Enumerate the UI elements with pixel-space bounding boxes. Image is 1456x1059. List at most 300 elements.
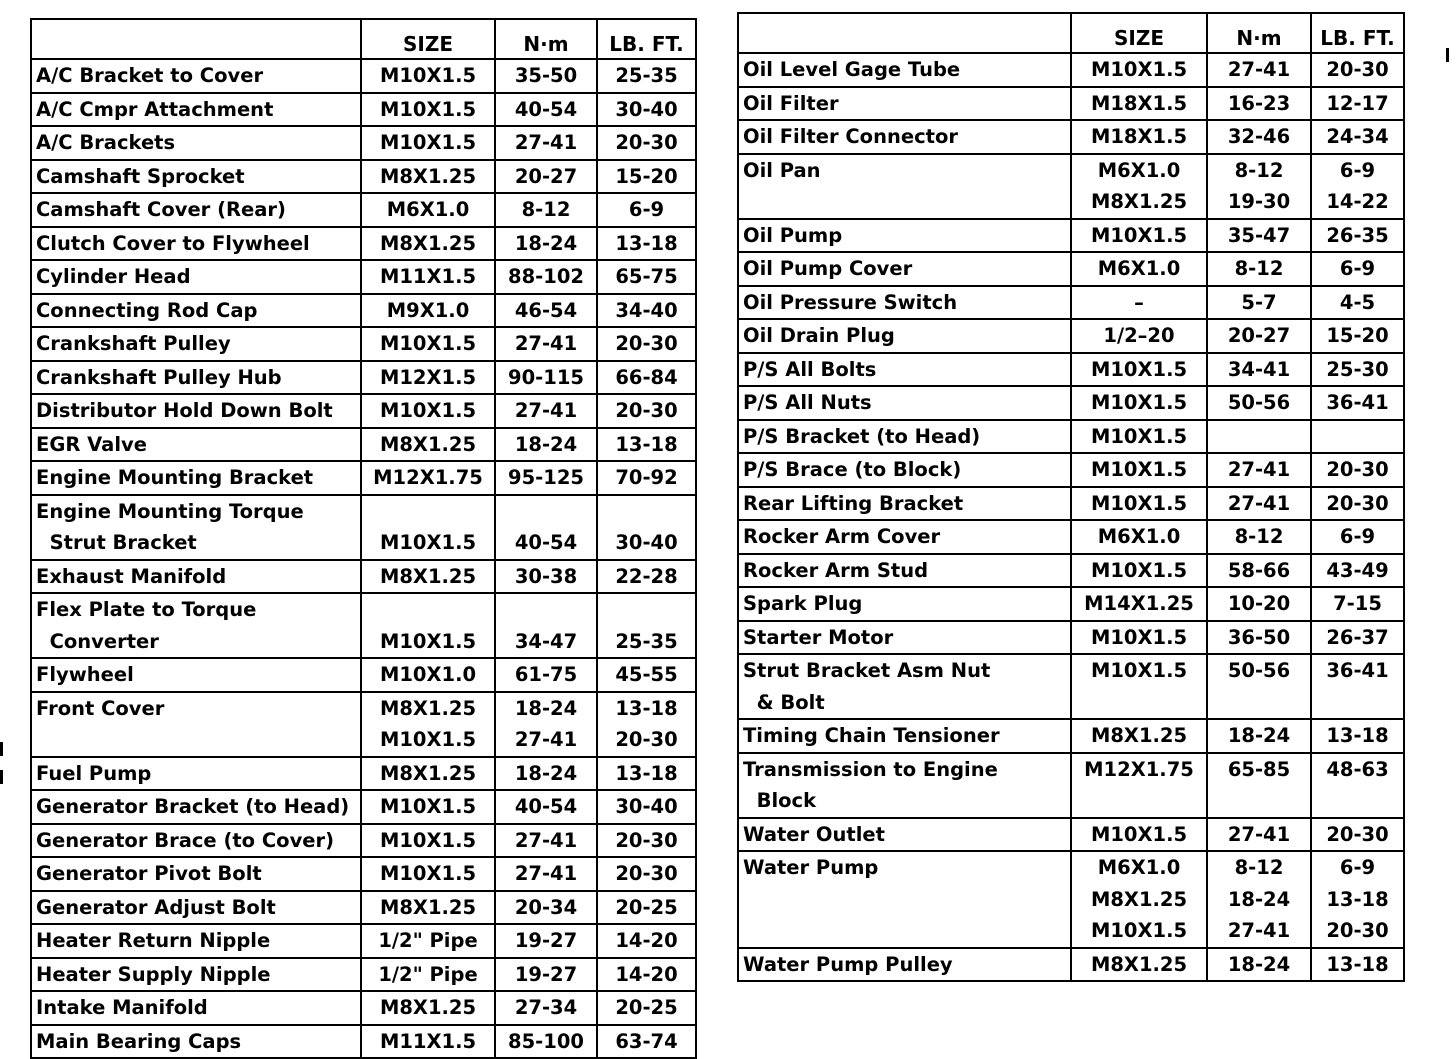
nm-cell <box>495 757 597 791</box>
cell-line: Oil Pump <box>743 223 843 247</box>
cell-line: 85-100 <box>508 1029 584 1053</box>
cell-line: M10X1.5 <box>1090 357 1188 381</box>
lbft-cell <box>1311 420 1404 454</box>
cell-line: 36-41 <box>1326 659 1389 682</box>
item-cell <box>31 361 361 395</box>
cell-line: 1/2" Pipe <box>378 962 478 986</box>
table-row <box>31 227 696 261</box>
item-cell <box>738 420 1071 454</box>
cell-line: P/S All Nuts <box>743 391 872 414</box>
size-cell <box>361 658 495 692</box>
lbft-cell <box>597 93 696 127</box>
size-cell <box>361 59 495 93</box>
nm-cell <box>495 59 597 93</box>
table-row <box>31 461 696 495</box>
cell-line: Camshaft Sprocket <box>36 164 245 188</box>
lbft-cell <box>597 757 696 791</box>
nm-cell <box>1207 487 1311 521</box>
size-cell <box>361 757 495 791</box>
cell-line: 1/2" Pipe <box>378 929 478 952</box>
cell-line: 6-9 <box>628 198 665 221</box>
item-cell <box>31 857 361 891</box>
cell-line: M8X1.25 <box>1090 887 1188 911</box>
header-nm: N·m <box>1207 13 1311 53</box>
cell-line: Generator Bracket (to Head) <box>36 795 350 818</box>
torque-spec-table-right <box>737 12 1405 982</box>
cell-line: 27-41 <box>1227 822 1291 846</box>
cell-line: 13-18 <box>615 696 678 720</box>
nm-cell <box>1207 554 1311 588</box>
cell-line: 32-46 <box>1227 125 1291 148</box>
table-row <box>31 757 696 791</box>
cell-line: M10X1.5 <box>1090 625 1188 649</box>
cell-line: Engine Mounting Torque <box>36 499 304 523</box>
cell-line: 40-54 <box>514 531 578 554</box>
cell-line: 6-9 <box>1339 856 1376 879</box>
cell-line: 20-30 <box>615 828 678 852</box>
cell-line: Flex Plate to Torque <box>36 598 257 621</box>
table-row <box>738 587 1404 621</box>
item-cell <box>738 353 1071 387</box>
cell-line: M10X1.5 <box>379 399 477 422</box>
cell-line: Cylinder Head <box>36 265 191 288</box>
lbft-cell <box>1311 753 1404 818</box>
cell-line: M10X1.5 <box>1090 558 1188 582</box>
header-item <box>738 13 1071 53</box>
cell-line: Timing Chain Tensioner <box>743 724 1000 747</box>
nm-cell <box>1207 353 1311 387</box>
cell-line: 19-27 <box>514 929 578 952</box>
item-cell <box>31 757 361 791</box>
cell-line <box>743 186 1066 218</box>
table-row <box>738 851 1404 948</box>
cell-line: Oil Pan <box>743 158 821 182</box>
table-row <box>31 93 696 127</box>
cell-line <box>1316 687 1399 719</box>
nm-cell <box>495 93 597 127</box>
table-row <box>31 924 696 958</box>
cell-line: Rear Lifting Bracket <box>743 491 964 515</box>
cell-line: 27-41 <box>514 399 578 422</box>
cell-line: 66-84 <box>615 365 678 389</box>
nm-cell <box>495 790 597 824</box>
cell-line: 30-38 <box>514 564 578 588</box>
cell-line: 35-50 <box>514 64 578 87</box>
item-cell <box>31 790 361 824</box>
item-cell <box>738 818 1071 852</box>
cell-line: Rocker Arm Cover <box>743 525 941 548</box>
size-cell <box>1071 319 1207 353</box>
item-cell <box>31 824 361 858</box>
lbft-cell <box>1311 719 1404 753</box>
cell-line <box>1212 687 1306 719</box>
cell-line: 22-28 <box>615 564 678 588</box>
table-row <box>738 252 1404 286</box>
table-row <box>31 193 696 227</box>
lbft-cell <box>597 495 696 560</box>
cell-line: 10-20 <box>1227 592 1291 615</box>
lbft-cell <box>597 461 696 495</box>
nm-cell <box>1207 453 1311 487</box>
cell-line: Heater Return Nipple <box>36 929 271 952</box>
cell-line: 27-41 <box>1227 458 1291 481</box>
cell-line: 20-30 <box>1326 919 1389 942</box>
cell-line <box>1212 785 1306 817</box>
item-cell <box>31 227 361 261</box>
cell-line: 70-92 <box>615 466 678 489</box>
table-row <box>738 621 1404 655</box>
cell-line: M8X1.25 <box>379 432 477 456</box>
item-cell <box>738 286 1071 320</box>
nm-cell <box>495 824 597 858</box>
size-cell <box>1071 818 1207 852</box>
size-cell <box>361 394 495 428</box>
lbft-cell <box>1311 154 1404 219</box>
lbft-cell <box>1311 252 1404 286</box>
cell-line: 61-75 <box>514 663 578 686</box>
lbft-cell <box>1311 386 1404 420</box>
item-cell <box>738 219 1071 253</box>
lbft-cell <box>597 857 696 891</box>
cell-line: 30-40 <box>615 795 678 818</box>
nm-cell <box>495 593 597 658</box>
cell-line: Exhaust Manifold <box>36 564 227 588</box>
table-row <box>31 394 696 428</box>
nm-cell <box>495 193 597 227</box>
size-cell <box>361 227 495 261</box>
cell-line: 13-18 <box>1326 952 1389 976</box>
item-cell <box>31 126 361 160</box>
header-row <box>31 19 696 59</box>
cell-line: M10X1.5 <box>1090 424 1188 448</box>
cell-line: 30-40 <box>615 531 678 554</box>
lbft-cell <box>1311 520 1404 554</box>
lbft-cell <box>597 260 696 294</box>
cell-line: 20-25 <box>615 996 678 1019</box>
cell-line: 27-41 <box>1227 58 1291 81</box>
cell-line: M10X1.5 <box>1090 458 1188 481</box>
table-row <box>738 386 1404 420</box>
lbft-cell <box>597 294 696 328</box>
item-cell <box>31 428 361 462</box>
cell-line: M10X1.5 <box>379 332 477 355</box>
cell-line: P/S Bracket (to Head) <box>743 424 981 448</box>
table-row <box>738 120 1404 154</box>
cell-line: 27-41 <box>514 728 578 751</box>
cell-line: 15-20 <box>1326 324 1389 347</box>
cell-line: – <box>1134 290 1144 314</box>
nm-cell <box>1207 948 1311 982</box>
cell-line: 6-9 <box>1339 257 1376 280</box>
cell-line: 19-30 <box>1227 190 1291 213</box>
nm-cell <box>495 461 597 495</box>
nm-cell <box>1207 753 1311 818</box>
cell-line: 18-24 <box>514 432 578 456</box>
cell-line: M10X1.5 <box>379 97 477 121</box>
header-lbft: LB. FT. <box>597 19 696 59</box>
cell-line: 8-12 <box>521 198 571 221</box>
item-cell <box>31 958 361 992</box>
item-cell <box>31 59 361 93</box>
cell-line: M10X1.5 <box>1090 223 1188 247</box>
lbft-cell <box>1311 53 1404 87</box>
cell-line: Block <box>743 789 817 812</box>
table-row <box>738 753 1404 818</box>
cell-line: 20-27 <box>514 164 578 188</box>
cell-line: M8X1.25 <box>1090 952 1188 976</box>
cell-line: 40-54 <box>514 97 578 121</box>
cell-line: 8-12 <box>1234 525 1284 548</box>
header-lbft: LB. FT. <box>1311 13 1404 53</box>
nm-cell <box>495 126 597 160</box>
cell-line <box>1316 421 1399 453</box>
cell-line: 40-54 <box>514 795 578 818</box>
cell-line: Engine Mounting Bracket <box>36 466 314 489</box>
cell-line: 13-18 <box>615 432 678 456</box>
header-size: SIZE <box>1071 13 1207 53</box>
nm-cell <box>1207 154 1311 219</box>
lbft-cell <box>1311 219 1404 253</box>
cell-line: 6-9 <box>1339 525 1376 548</box>
cell-line: 95-125 <box>508 466 584 489</box>
cell-line: M10X1.5 <box>1090 919 1188 942</box>
cell-line: M12X1.5 <box>379 365 477 389</box>
lbft-cell <box>597 361 696 395</box>
cell-line <box>1212 421 1306 453</box>
cell-line <box>500 496 592 528</box>
cell-line <box>602 594 691 626</box>
cell-line: M18X1.5 <box>1090 125 1188 148</box>
lbft-cell <box>597 958 696 992</box>
table-row <box>738 154 1404 219</box>
size-cell <box>1071 554 1207 588</box>
item-cell <box>31 692 361 757</box>
cell-line: Main Bearing Caps <box>36 1029 242 1053</box>
size-cell <box>1071 719 1207 753</box>
lbft-cell <box>1311 554 1404 588</box>
cell-line: 1/2–20 <box>1103 324 1175 347</box>
size-cell <box>1071 120 1207 154</box>
cell-line: 27-41 <box>1227 919 1291 942</box>
cell-line: 20-30 <box>615 728 678 751</box>
nm-cell <box>495 495 597 560</box>
cell-line: M10X1.5 <box>1090 491 1188 515</box>
cell-line: M8X1.25 <box>379 696 477 720</box>
cell-line: 45-55 <box>615 663 678 686</box>
cell-line: 4-5 <box>1339 290 1376 314</box>
size-cell <box>1071 948 1207 982</box>
nm-cell <box>495 924 597 958</box>
cell-line: 19-27 <box>514 962 578 986</box>
cell-line: Generator Pivot Bolt <box>36 862 262 885</box>
cell-line: M14X1.25 <box>1084 592 1194 615</box>
cell-line: Front Cover <box>36 696 165 720</box>
cell-line: 20-34 <box>514 895 578 919</box>
table-row <box>738 420 1404 454</box>
cell-line: 27-41 <box>514 332 578 355</box>
cell-line: M10X1.5 <box>379 131 477 154</box>
cell-line: 27-41 <box>514 828 578 852</box>
cell-line: 7-15 <box>1333 592 1382 615</box>
cell-line: M8X1.25 <box>379 564 477 588</box>
size-cell <box>1071 286 1207 320</box>
cell-line: 14-22 <box>1326 190 1389 213</box>
cell-line: Connecting Rod Cap <box>36 298 258 322</box>
cell-line: Oil Pump Cover <box>743 257 913 280</box>
size-cell <box>361 160 495 194</box>
lbft-cell <box>597 394 696 428</box>
size-cell <box>361 1025 495 1059</box>
table-row <box>738 53 1404 87</box>
cell-line: Crankshaft Pulley <box>36 332 231 355</box>
cell-line: 35-47 <box>1227 223 1291 247</box>
cell-line: 26-35 <box>1326 223 1389 247</box>
lbft-cell <box>597 692 696 757</box>
item-cell <box>31 160 361 194</box>
cell-line: 48-63 <box>1326 757 1389 781</box>
lbft-cell <box>1311 319 1404 353</box>
cell-line: 14-20 <box>615 962 678 986</box>
table-row <box>31 361 696 395</box>
cell-line: Strut Bracket <box>36 531 197 554</box>
table-row <box>738 948 1404 982</box>
cell-line: M11X1.5 <box>379 1029 477 1053</box>
cell-line: Oil Drain Plug <box>743 324 895 347</box>
cell-line: 25-35 <box>615 64 678 87</box>
cell-line: 24-34 <box>1326 125 1389 148</box>
table-row <box>738 353 1404 387</box>
cell-line: Converter <box>36 629 159 653</box>
cell-line: 20-30 <box>1326 491 1389 515</box>
nm-cell <box>1207 319 1311 353</box>
cell-line: A/C Brackets <box>36 131 176 154</box>
size-cell <box>1071 753 1207 818</box>
lbft-cell <box>597 790 696 824</box>
table-row <box>738 219 1404 253</box>
lbft-cell <box>597 593 696 658</box>
cell-line: A/C Cmpr Attachment <box>36 97 274 121</box>
cell-line: P/S Brace (to Block) <box>743 458 962 481</box>
cell-line: 25-35 <box>615 629 678 653</box>
cell-line: 27-34 <box>514 996 578 1019</box>
torque-spec-table-left <box>30 18 697 1059</box>
nm-cell <box>495 658 597 692</box>
cell-line: 15-20 <box>615 164 678 188</box>
nm-cell <box>495 160 597 194</box>
header-item <box>31 19 361 59</box>
table-row <box>31 260 696 294</box>
size-cell <box>361 924 495 958</box>
cell-line: M10X1.5 <box>379 64 477 87</box>
size-cell <box>361 824 495 858</box>
table-row <box>31 428 696 462</box>
size-cell <box>1071 154 1207 219</box>
cell-line: 20-30 <box>615 399 678 422</box>
cell-line: A/C Bracket to Cover <box>36 64 264 87</box>
nm-cell <box>1207 120 1311 154</box>
nm-cell <box>1207 719 1311 753</box>
cell-line: Generator Adjust Bolt <box>36 895 276 919</box>
lbft-cell <box>1311 851 1404 948</box>
cell-line: 13-18 <box>615 231 678 255</box>
nm-cell <box>495 394 597 428</box>
lbft-cell <box>597 59 696 93</box>
size-cell <box>361 560 495 594</box>
cell-line: Intake Manifold <box>36 996 208 1019</box>
nm-cell <box>1207 420 1311 454</box>
lbft-cell <box>597 1025 696 1059</box>
table-row <box>738 487 1404 521</box>
table-row <box>31 495 696 560</box>
cell-line: M10X1.5 <box>379 828 477 852</box>
item-cell <box>738 120 1071 154</box>
nm-cell <box>1207 654 1311 719</box>
cell-line: 20-30 <box>1326 458 1389 481</box>
cell-line: M6X1.0 <box>1097 158 1181 182</box>
size-cell <box>1071 386 1207 420</box>
cell-line: Heater Supply Nipple <box>36 962 271 986</box>
table-row <box>31 958 696 992</box>
cell-line: 20-30 <box>615 131 678 154</box>
lbft-cell <box>597 160 696 194</box>
cell-line: 12-17 <box>1326 91 1389 115</box>
size-cell <box>1071 851 1207 948</box>
cell-line: 6-9 <box>1339 158 1376 182</box>
lbft-cell <box>1311 587 1404 621</box>
cell-line <box>1076 687 1202 719</box>
scan-edge-mark <box>0 770 3 784</box>
cell-line: Spark Plug <box>743 592 863 615</box>
item-cell <box>738 453 1071 487</box>
size-cell <box>1071 87 1207 121</box>
item-cell <box>738 851 1071 948</box>
size-cell <box>361 593 495 658</box>
cell-line: M10X1.5 <box>1090 58 1188 81</box>
header-nm: N·m <box>495 19 597 59</box>
cell-line: 16-23 <box>1227 91 1291 115</box>
nm-cell <box>495 428 597 462</box>
item-cell <box>31 495 361 560</box>
item-cell <box>31 193 361 227</box>
cell-line: 27-41 <box>514 131 578 154</box>
nm-cell <box>495 361 597 395</box>
cell-line <box>743 884 1066 916</box>
table-row <box>738 286 1404 320</box>
nm-cell <box>495 857 597 891</box>
item-cell <box>31 560 361 594</box>
table-row <box>738 654 1404 719</box>
nm-cell <box>495 891 597 925</box>
nm-cell <box>1207 87 1311 121</box>
nm-cell <box>1207 851 1311 948</box>
table-row <box>738 719 1404 753</box>
cell-line: 50-56 <box>1227 659 1291 682</box>
cell-line: M8X1.25 <box>379 231 477 255</box>
nm-cell <box>1207 818 1311 852</box>
size-cell <box>1071 252 1207 286</box>
table-row <box>31 857 696 891</box>
item-cell <box>31 891 361 925</box>
item-cell <box>738 621 1071 655</box>
scan-edge-mark <box>1446 48 1449 62</box>
size-cell <box>361 790 495 824</box>
lbft-cell <box>597 891 696 925</box>
size-cell <box>361 126 495 160</box>
cell-line: Fuel Pump <box>36 761 152 785</box>
item-cell <box>31 658 361 692</box>
cell-line: & Bolt <box>743 690 825 714</box>
cell-line <box>1076 785 1202 817</box>
